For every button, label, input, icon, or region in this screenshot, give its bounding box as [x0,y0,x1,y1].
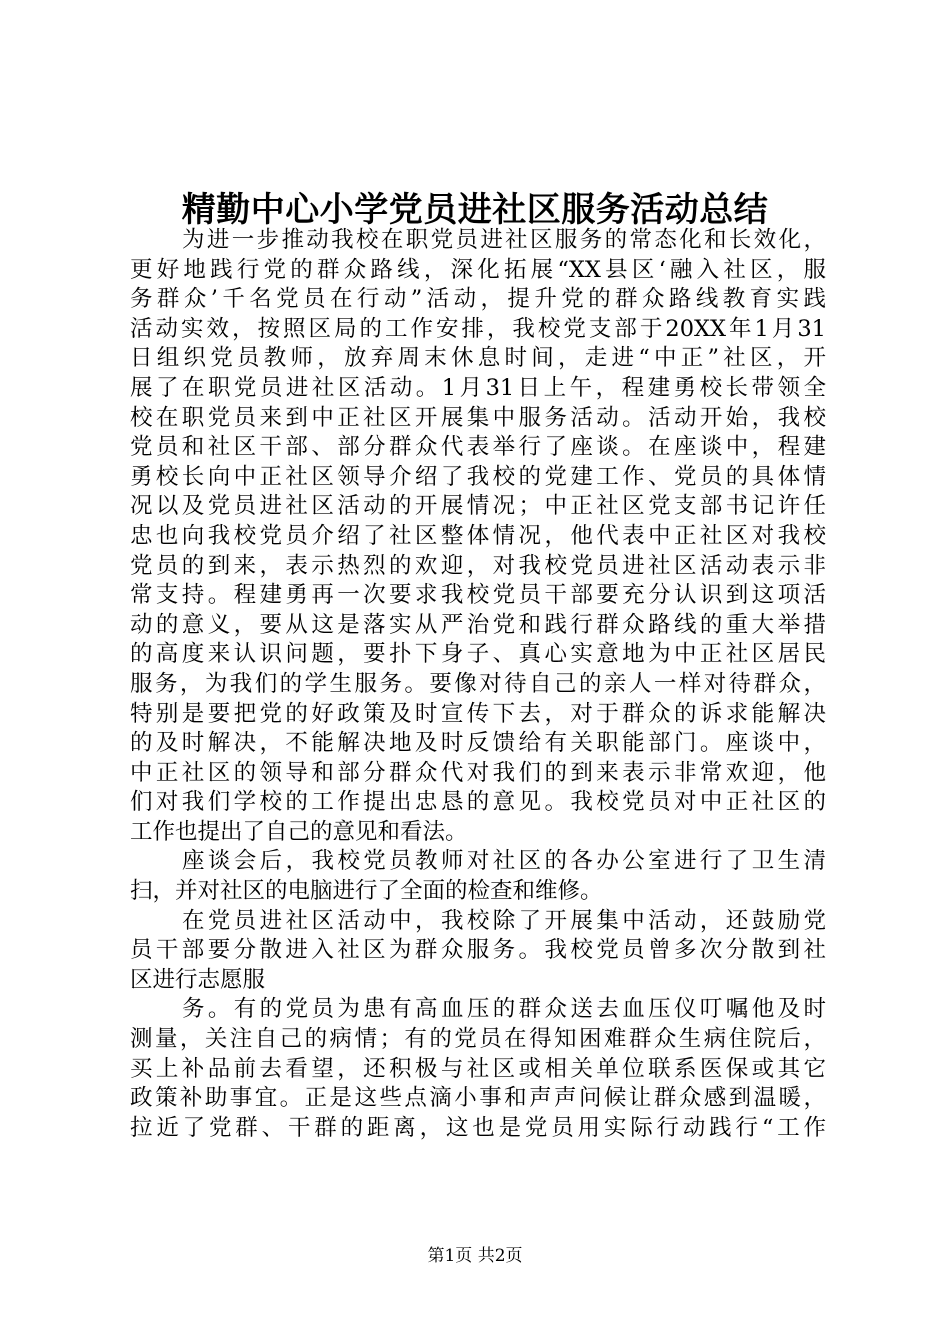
body-line: 扫，并对社区的电脑进行了全面的检查和维修。 [130,878,603,905]
body-line: 工作也提出了自己的意见和看法。 [130,818,468,845]
body-line: 党员和社区干部、部分群众代表举行了座谈。在座谈中，程建 [130,434,826,461]
body-line: 务。有的党员为患有高血压的群众送去血压仪叮嘱他及时 [182,996,826,1023]
body-line: 展了在职党员进社区活动。1月31日上午，程建勇校长带领全 [130,374,826,401]
document-title: 精勤中心小学党员进社区服务活动总结 [181,190,769,230]
body-line: 员干部要分散进入社区为群众服务。我校党员曾多次分散到社 [130,937,826,964]
body-line: 为进一步推动我校在职党员进社区服务的常态化和长效化， [182,227,826,253]
body-line: 忠也向我校党员介绍了社区整体情况，他代表中正社区对我校 [130,522,826,549]
body-line: 们对我们学校的工作提出忠恳的意见。我校党员对中正社区的 [130,789,826,816]
page-footer: 第1页 共2页 [427,1246,523,1266]
body-line: 校在职党员来到中正社区开展集中服务活动。活动开始，我校 [130,404,826,431]
body-line: 况以及党员进社区活动的开展情况；中正社区党支部书记许任 [130,493,826,520]
body-line: 在党员进社区活动中，我校除了开展集中活动，还鼓励党 [182,907,826,934]
body-line: 的高度来认识问题，要扑下身子、真心实意地为中正社区居民 [130,641,826,668]
body-line: 党员的到来，表示热烈的欢迎，对我校党员进社区活动表示非 [130,552,826,579]
body-line: 常支持。程建勇再一次要求我校党员干部要充分认识到这项活 [130,582,826,609]
body-line: 区进行志愿服 [130,966,266,993]
body-line: 的及时解决，不能解决地及时反馈给有关职能部门。座谈中， [130,730,826,757]
body-line: 勇校长向中正社区领导介绍了我校的党建工作、党员的具体情 [130,463,826,490]
body-line: 买上补品前去看望，还积极与社区或相关单位联系医保或其它 [130,1055,826,1082]
body-line: 测量，关注自己的病情；有的党员在得知困难群众生病住院后， [130,1026,826,1053]
body-line: 服务，为我们的学生服务。要像对待自己的亲人一样对待群众， [130,670,826,697]
body-line: 务群众’千名党员在行动”活动，提升党的群众路线教育实践 [130,286,826,313]
body-line: 座谈会后，我校党员教师对社区的各办公室进行了卫生清 [182,848,826,875]
body-line: 动的意义，要从这是落实从严治党和践行群众路线的重大举措 [130,611,826,638]
body-line: 政策补助事宜。正是这些点滴小事和声声问候让群众感到温暖， [130,1085,826,1112]
body-line: 中正社区的领导和部分群众代对我们的到来表示非常欢迎，他 [130,759,826,786]
body-line: 更好地践行党的群众路线，深化拓展“XX县区‘融入社区，服 [130,256,826,283]
body-line: 日组织党员教师，放弃周末休息时间，走进“中正”社区，开 [130,345,826,372]
document-body [130,226,826,1143]
body-line: 活动实效，按照区局的工作安排，我校党支部于20XX年1月31 [130,315,826,342]
body-line: 特别是要把党的好政策及时宣传下去，对于群众的诉求能解决 [130,700,826,727]
body-line: 拉近了党群、干群的距离，这也是党员用实际行动践行“工作 [130,1114,826,1141]
